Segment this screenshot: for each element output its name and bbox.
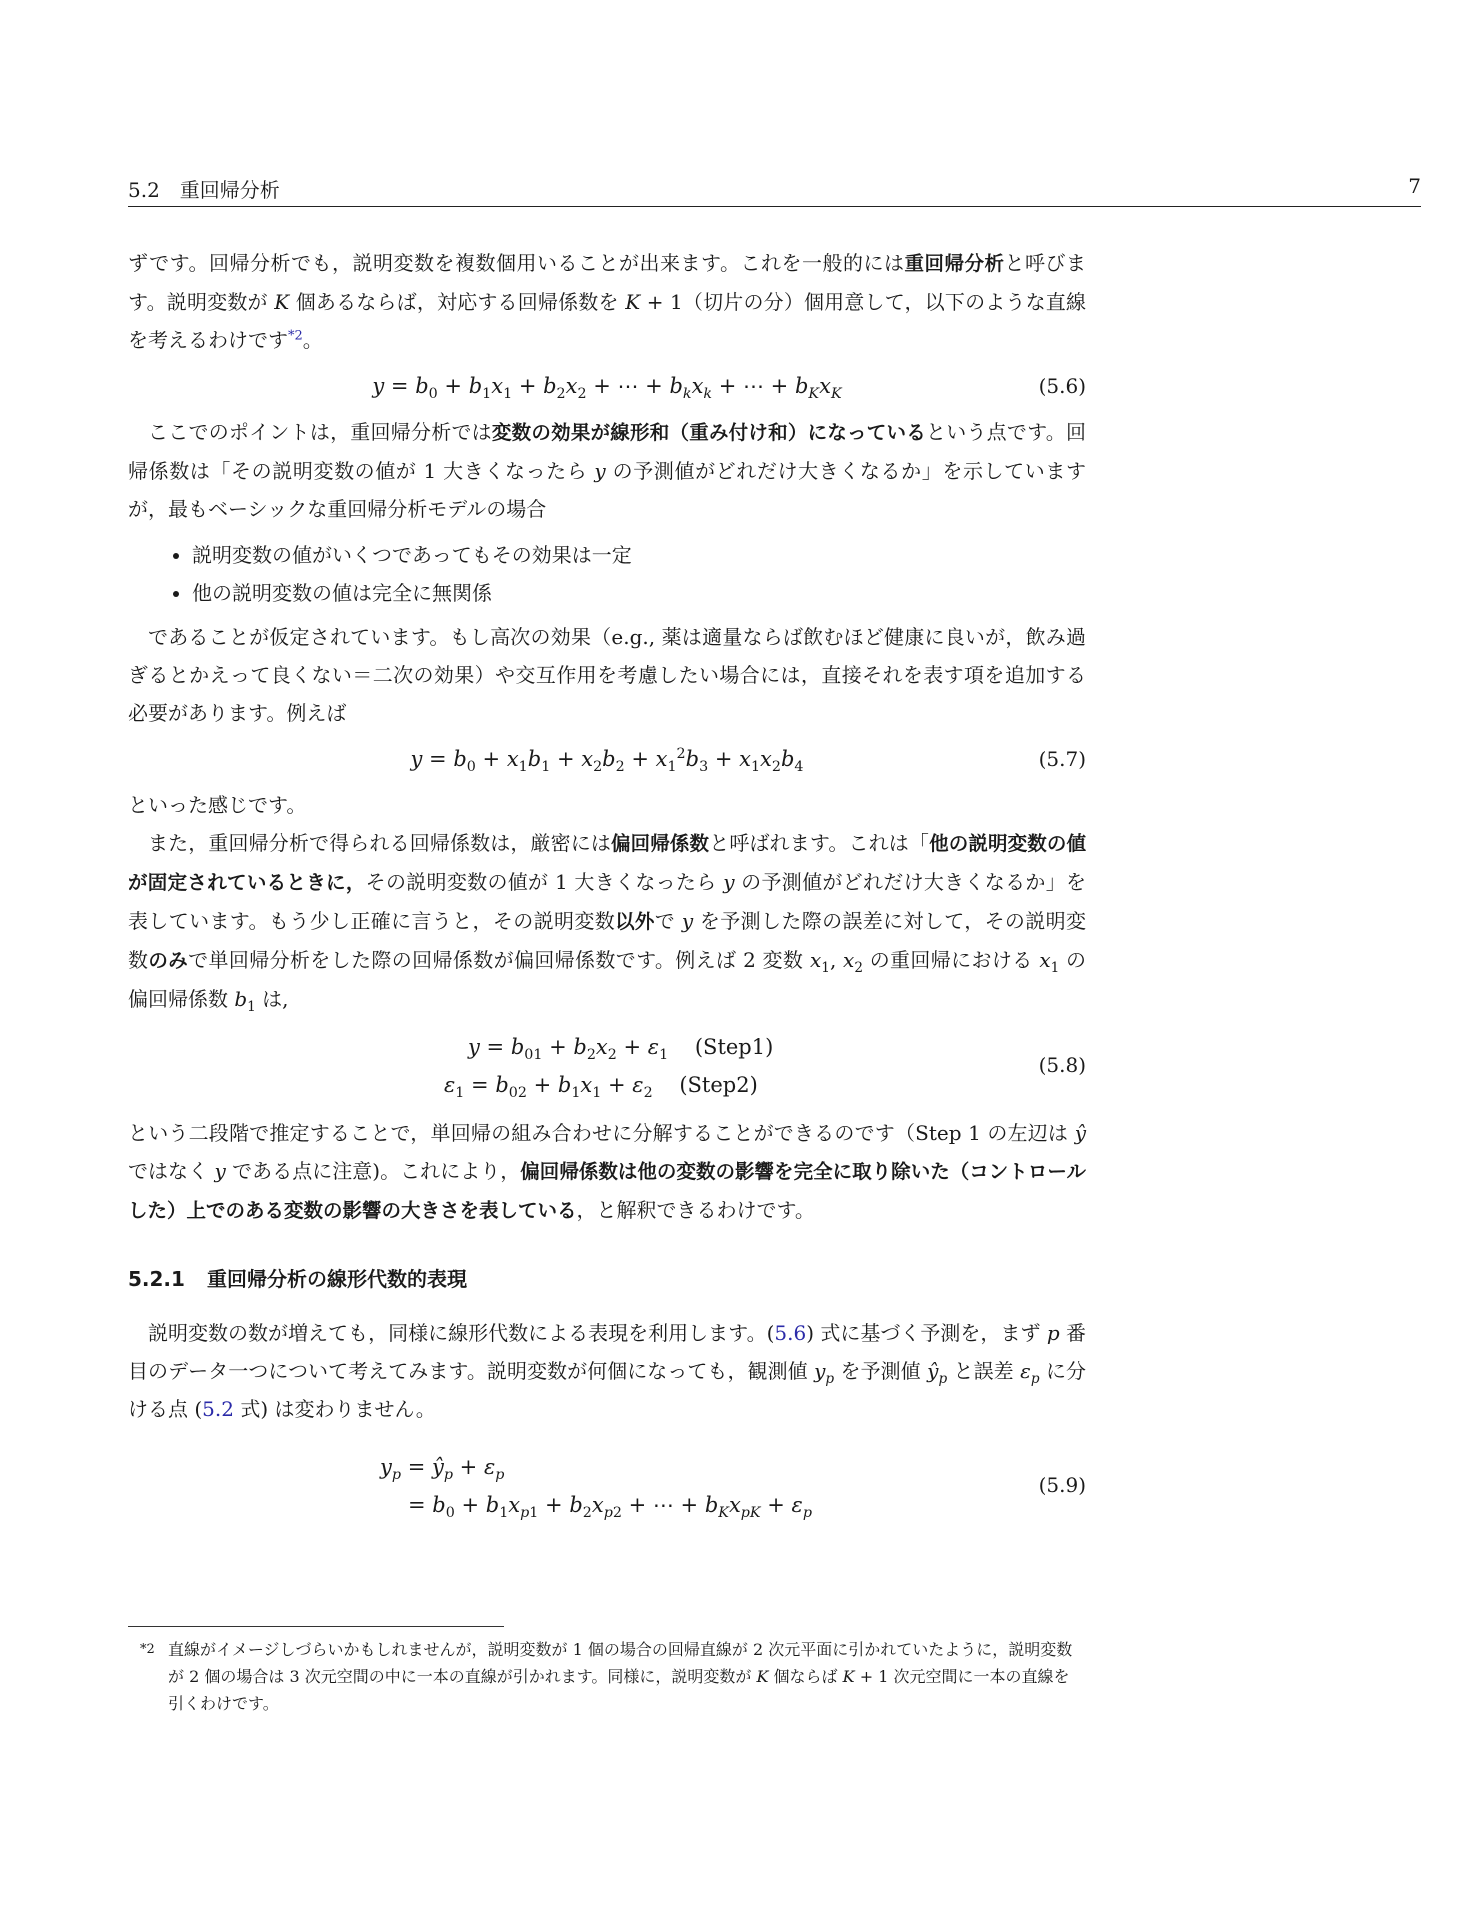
equation-line-1: $y_p$ = $ŷ_p + \varepsilon_p$: [380, 1455, 505, 1484]
equation-ref-5-6[interactable]: 5.6: [774, 1321, 807, 1345]
equation-number: (5.6): [1038, 374, 1086, 398]
footnote-ref[interactable]: *2: [288, 328, 303, 344]
list-item: • 説明変数の値がいくつであってもその効果は一定: [192, 536, 1086, 574]
paragraph-intro: ずです。回帰分析でも，説明変数を複数個用いることが出来ます。これを一般的には重回帰分析と呼びます。説明変数が K 個あるならば，対応する回帰係数を K + 1（切片の分）個用意して，以下のような直線を考えるわけです$^{*2}$。: [128, 251, 1086, 352]
paragraph-point: ここでのポイントは，重回帰分析では変数の効果が線形和（重み付け和）になっているという点です。回帰係数は「その説明変数の値が 1 大きくなったら y の予測値がどれだけ大きくなるか」を示していますが，最もベーシックな重回帰分析モデルの場合: [128, 420, 1087, 521]
paragraph-example: といった感じです。: [128, 793, 307, 817]
term-multiple-regression: 重回帰分析: [904, 252, 1005, 275]
paragraph-two-step: という二段階で推定することで，単回帰の組み合わせに分解することができるのです（Step 1 の左辺は ŷ ではなく y である点に注意)。これにより，偏回帰係数は他の変数の影響を完全に取り除いた（コントロールした）上でのある変数の影響の大きさを表している，と解釈できるわけです。: [128, 1121, 1086, 1222]
equation-5-8: [128, 1022, 1086, 1108]
footnote-mark: *2: [140, 1642, 155, 1657]
equation-line-2: = $b_0 + b_1x_{p1} + b_2x_{p2}$ + ⋯ + $b_Kx_{pK} + \varepsilon_p$: [408, 1493, 812, 1522]
equation-5-9: [128, 1442, 1086, 1528]
equation-line-1: $y = b_{01} + b_2x_2 + \varepsilon_1$ (Step1): [468, 1035, 774, 1064]
assumption-list: [128, 536, 1086, 612]
paragraph-linear-algebra: 説明変数の数が増えても，同様に線形代数による表現を利用します。(5.6) 式に基づく予測を，まず p 番目のデータ一つについて考えてみます。説明変数が何個になっても，観測値 $y_p$ を予測値 $ŷ_p$ と誤差 $\varepsilon_p$ に分ける点 (5.2 式) は変わりません。: [128, 1321, 1087, 1421]
main-text: [128, 244, 1086, 1528]
equation-number: (5.9): [1038, 1473, 1086, 1497]
equation-5-6: [128, 359, 1086, 413]
equation-ref-5-2[interactable]: 5.2: [202, 1397, 234, 1421]
paragraph-partial-coef: また，重回帰分析で得られる回帰係数は，厳密には偏回帰係数と呼ばれます。これは「他の説明変数の値が固定されているときに，その説明変数の値が 1 大きくなったら y の予測値がどれだけ大きくなるか」を表しています。もう少し正確に言うと，その説明変数以外で y を予測した際の誤差に対して，その説明変数のみで単回帰分析をした際の回帰係数が偏回帰係数です。例えば 2 変数 $x_1$, $x_2$ の重回帰における $x_1$ の偏回帰係数 $b_1$ は,: [128, 831, 1087, 1015]
list-item: • 他の説明変数の値は完全に無関係: [192, 574, 1086, 612]
paragraph-higher-order: であることが仮定されています。もし高次の効果（e.g., 薬は適量ならば飲むほど健康に良いが，飲み過ぎるとかえって良くない＝二次の効果）や交互作用を考慮したい場合には，直接それを表す項を追加する必要があります。例えば: [128, 625, 1086, 725]
equation-5-7: [128, 732, 1086, 786]
page-number: 7: [1408, 174, 1421, 198]
equation-number: (5.8): [1038, 1053, 1086, 1077]
running-head: [128, 172, 1421, 207]
footnote-rule: [128, 1626, 504, 1627]
equation-line-2: $\varepsilon_1 = b_{02} + b_1x_1 + \varepsilon_2$ (Step2): [444, 1073, 758, 1102]
footnote: *2 直線がイメージしづらいかもしれませんが，説明変数が 1 個の場合の回帰直線が 2 次元平面に引かれていたように，説明変数が 2 個の場合は 3 次元空間の中に一本の直線が引かれます。同様に，説明変数が K 個ならば K + 1 次元空間に一本の直線を引くわけです。: [168, 1636, 1084, 1717]
equation-expression: $y = b_0 + x_1b_1 + x_2b_2 + x_1^2b_3 + x_1x_2b_4$: [410, 746, 804, 776]
equation-expression: $y = b_0 + b_1x_1 + b_2x_2$ + ⋯ + $b_kx_k$ + ⋯ + $b_Kx_K$: [372, 374, 842, 403]
equation-number: (5.7): [1038, 747, 1086, 771]
section-header: 5.2 重回帰分析: [128, 178, 280, 202]
subsection-heading: 5.2.1 重回帰分析の線形代数的表現: [128, 1267, 467, 1291]
